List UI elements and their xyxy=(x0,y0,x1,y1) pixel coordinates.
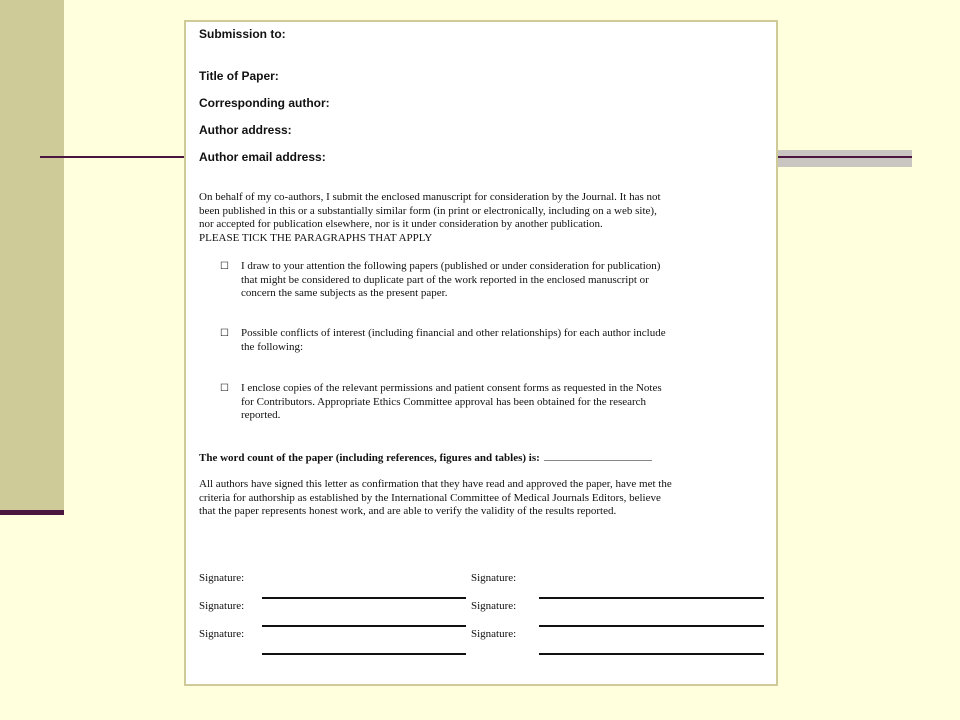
checkbox-item-text xyxy=(241,382,701,423)
item-line: I enclose copies of the relevant permissions and patient consent forms as requested in the Notes xyxy=(241,382,662,394)
signature-line[interactable] xyxy=(539,597,764,599)
left-accent-bar-edge xyxy=(0,510,64,515)
checkbox-icon[interactable]: ☐ xyxy=(220,261,229,272)
item-line: reported. xyxy=(241,409,281,421)
signature-label: Signature: xyxy=(471,600,517,612)
item-line: Possible conflicts of interest (including financial and other relationships) for each author include xyxy=(241,327,666,339)
checkbox-item-text xyxy=(241,327,701,354)
item-line: concern the same subjects as the present paper. xyxy=(241,287,448,299)
signature-label: Signature: xyxy=(471,628,517,640)
signature-line[interactable] xyxy=(262,625,466,627)
signature-line[interactable] xyxy=(262,597,466,599)
tick-instruction: PLEASE TICK THE PARAGRAPHS THAT APPLY xyxy=(199,231,433,244)
confirmation-line: criteria for authorship as established by the International Committee of Medical Journals Editors, believe xyxy=(199,491,661,504)
field-author-address: Author address: xyxy=(199,123,292,137)
left-accent-bar xyxy=(0,0,64,512)
checkbox-item-text xyxy=(241,260,701,301)
intro-line: been published in this or a substantially similar form (in print or electronically, including on a web site), xyxy=(199,204,657,217)
signature-label: Signature: xyxy=(199,628,245,640)
submission-form-document xyxy=(184,20,778,686)
confirmation-line: All authors have signed this letter as confirmation that they have read and approved the paper, have met the xyxy=(199,478,672,490)
intro-line: nor accepted for publication elsewhere, nor is it under consideration by another publication. xyxy=(199,218,603,230)
checkbox-icon[interactable]: ☐ xyxy=(220,328,229,339)
signature-line[interactable] xyxy=(539,625,764,627)
word-count-label: The word count of the paper (including references, figures and tables) is: xyxy=(199,452,540,464)
confirmation-line: that the paper represents honest work, and are able to verify the validity of the results reported. xyxy=(199,505,617,517)
signature-label: Signature: xyxy=(471,572,517,584)
divider-line-right xyxy=(777,156,912,158)
field-corresponding-author: Corresponding author: xyxy=(199,96,330,110)
field-author-email: Author email address: xyxy=(199,150,326,164)
item-line: for Contributors. Appropriate Ethics Committee approval has been obtained for the research xyxy=(241,395,647,408)
divider-band-right xyxy=(777,150,912,167)
divider-line-left xyxy=(40,156,186,158)
item-line: I draw to your attention the following papers (published or under consideration for publication) xyxy=(241,260,661,272)
signature-label: Signature: xyxy=(199,572,245,584)
field-title-of-paper: Title of Paper: xyxy=(199,69,279,83)
signature-line[interactable] xyxy=(539,653,764,655)
confirmation-paragraph xyxy=(199,478,719,519)
field-submission-to: Submission to: xyxy=(199,27,286,41)
signature-line[interactable] xyxy=(262,653,466,655)
intro-paragraph xyxy=(199,191,719,245)
checkbox-icon[interactable]: ☐ xyxy=(220,383,229,394)
item-line: the following: xyxy=(241,340,304,353)
intro-line: On behalf of my co-authors, I submit the enclosed manuscript for consideration by the Journal. It has not xyxy=(199,191,661,203)
signature-label: Signature: xyxy=(199,600,245,612)
word-count-blank-field[interactable] xyxy=(544,452,652,461)
word-count-row xyxy=(199,452,652,464)
item-line: that might be considered to duplicate part of the work reported in the enclosed manuscript or xyxy=(241,273,649,286)
